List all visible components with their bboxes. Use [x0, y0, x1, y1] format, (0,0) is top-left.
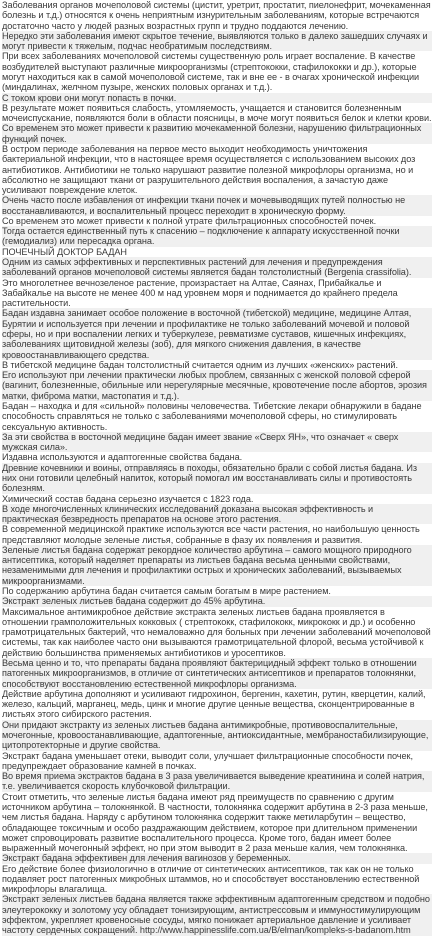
- paragraph: В остром периоде заболевания на первое место выходит необходимость уничтожения бактериальной инфекции, что в настоящее время осуществляется с использованием высоких доз антибиотиков. Антибиотики не только нарушают развитие полезной микрофлоры организма, но и абсолютно не защищают ткани от разрушительного действия воспаления, а зачастую даже усиливают повреждение клеток.: [2, 143, 416, 196]
- paragraph: При всех заболеваниях мочеполовой системы существенную роль играет воспаление. В качестве возбудителей выступают различные микроорганизмы (стрептококки, стафилококки и др.), которые могут находиться как в самой мочеполовой системе, так и вне ее - в очагах хронической инфекции (миндалинах, желчном пузыре, женских половых органах и т.д.).: [2, 51, 420, 93]
- paragraph: Одним из самых эффективных и перспективных растений для лечения и предупреждения заболеваний органов мочеполовой системы является бадан толстолистный (Bergenia crassifolia).: [2, 257, 432, 278]
- paragraph: Издавна используются и адаптогенные свойства бадана.: [2, 452, 243, 463]
- paragraph: В современной медицинской практике используются все части растения, но наибольшую ценность представляют молодые зеленые листья, собранные в фазу их появления и развития.: [2, 524, 420, 545]
- paragraph: Максимальное антимикробное действие экстракта зеленых листьев бадана проявляется в отношении грамположительных кокковых ( стрептококк, стафилококк, микрококк и др.) и особенно грамотрицательных бактерий, что немаловажно для больных при лечении заболеваний мочеполовой системы, так как наиболее часто они вызываются грамотрицательной флорой, весьма устойчивой к действию большинства применяемых антибиотиков и уросептиков.: [2, 606, 431, 658]
- paragraph: Его используют при лечении практически любых проблем, связанных с женской половой сферой (вагинит, болезненные, обильные или нерегулярные месячные, кровотечение после абортов, эрозия матки, фиброма матки, мастопатия и т.д.).: [2, 370, 432, 401]
- paragraph: Древние кочевники и воины, отправляясь в походы, обязательно брали с собой листья бадана. Из них они готовили целебный напиток, который помогал им восстанавливать силы и противостоять болезням.: [2, 463, 432, 494]
- paragraph: В ходе многочисленных клинических исследований доказана высокая эффективность и практическая безвредность препаратов на основе этого растения.: [2, 504, 432, 525]
- paragraph: Бадан – находка и для «сильной» половины человечества. Тибетские лекари обнаружили в бадане способность справляться не только с заболеваниями мочеполовой сферы, но стимулировать сексуальную активность.: [2, 400, 422, 432]
- paragraph: Химический состав бадана серьезно изучается с 1823 года.: [2, 493, 254, 504]
- paragraph: Стоит отметить, что зеленые листья бадана имеют ряд преимуществ по сравнению с другим источником арбутина – толокнянкой. В частности, толокнянка содержит арбутина в 2-3 раза меньше, чем листья бадана. Наряду с арбутином толокнянка содержит также метиларбутин – вещество, обладающее токсичным и особо раздражающим действием, которое при длительном применении может спровоцировать развитие воспалительного процесса. Кроме того, бадан имеет более выраженный мочегонный эффект, но при этом выводит в 2 раза меньше калия, чем толокнянка.: [2, 791, 428, 854]
- paragraph: Зеленые листья бадана содержат рекордное количество арбутина – самого мощного природного антисептика, который наделяет препараты из листьев бадана весьма ценными свойствами, незаменимыми для лечения и профилактики острых и хронических заболеваний, вызываемых микроорганизмами.: [2, 545, 432, 586]
- paragraph: Во время приема экстрактов бадана в 3 раза увеличивается выведение креатинина и солей натрия, т.е. увеличивается скорость клубочковой фильтрации.: [2, 771, 432, 792]
- paragraph: Тогда остается единственный путь к спасению – подключение к аппарату искусственной почки (гемодиализ) или пересадка органа.: [2, 226, 432, 247]
- paragraph: Они придают экстракту из зеленых листьев бадана антимикробные, противовоспалительные, мочегонные, кровоостанавливающие, адаптогенные, антиоксидантные, мембраностабилизирующие, цитопротекторные и другие свойства.: [2, 720, 432, 751]
- paragraph: Со временем это может привести к полной утрате фильтрационных способностей почек.: [2, 215, 377, 226]
- paragraph: В тибетской медицине бадан толстолистный считается одним из лучших «женских» растений.: [2, 359, 398, 370]
- paragraph: Его действие более физиологично в отличие от синтетических антисептиков, так как он не только подавляет рост патогенных микробных штаммов, но и способствует восстановлению естественной микрофлоры влагалища.: [2, 863, 420, 895]
- paragraph: Со временем это может привести к развитию мочекаменной болезни, нарушению фильтрационных функций почек.: [2, 123, 432, 144]
- paragraph: В результате может появиться слабость, утомляемость, учащается и становится болезненным мочеиспускание, появляются боли в области поясницы, в моче могут появиться белок и клетки крови.: [2, 102, 432, 124]
- paragraph: Экстракт зеленых листьев бадана является также эффективным адаптогенным средством и подобно элеутерококку и золотому усу обладает тонизирующим, антистрессовым и иммуностимулирующим эффектом, укрепляет кровеносные сосуды, мягко понижает артериальное давление и усиливает частоту сердечных сокращений. http://www.happinesslife.com.ua/B/elman/kompleks-s-badanom.htm: [2, 894, 432, 935]
- paragraph: ПОЧЕЧНЫЙ ДОКТОР БАДАН: [2, 246, 127, 257]
- paragraph: Экстракт бадана эффективен для лечения вагинозов у беременных.: [2, 853, 432, 863]
- paragraph: С током крови они могут попасть в почки.: [2, 93, 432, 103]
- paragraph: Действие арбутина дополняют и усиливают гидрохинон, бергенин, кахетин, рутин, кверцетин, калий, железо, кальций, марганец, медь, цинк и многие другие ценные вещества, сконцентрированные в листьях этого сибирского растения.: [2, 688, 426, 720]
- paragraph: Заболевания органов мочеполовой системы (цистит, уретрит, простатит, пиелонефрит, мочекаменная болезнь и т.д.) относятся к очень неприятным изнурительным заболеваниям, которые встречаются достаточно часто у людей разных возрастных групп и трудно поддаются лечению.: [2, 0, 431, 31]
- paragraph: Экстракт бадана уменьшает отеки, выводит соли, улучшает фильтрационные способности почек, предупреждает образование камней в почках.: [2, 750, 413, 771]
- paragraph: Это многолетнее вечнозеленое растение, произрастает на Алтае, Саянах, Прибайкалье и Забайкалье на высоте не менее 400 м над уровнем моря и поднимается до крайнего предела растительности.: [2, 277, 398, 309]
- paragraph: Нередко эти заболевания имеют скрытое течение, выявляются только в далеко зашедших случаях и могут привести к тяжелым, подчас необратимым последствиям.: [2, 31, 432, 52]
- paragraph: Экстракт зеленых листьев бадана содержит до 45% арбутина.: [2, 596, 432, 606]
- paragraph: Бадан издавна занимает особое положение в восточной (тибетской) медицине, медицине Алтая, Бурятии и используется при лечении и профилактике не только заболеваний мочевой и половой сферы, но и при воспалении легких и туберкулезе, ревматизме суставов, кишечных инфекциях, заболеваниях щитовидной железы (зоб), для мягкого снижения давления, в качестве кровоостанавливающего средства.: [2, 308, 432, 359]
- paragraph: По содержанию арбутина бадан считается самым богатым в мире растением.: [2, 586, 331, 597]
- paragraph: Очень часто после избавления от инфекции ткани почек и мочевыводящих путей полностью не восстанавливаются, и воспалительный процесс переходит в хроническую форму.: [2, 195, 432, 216]
- paragraph: Весьма ценно и то, что препараты бадана проявляют бактерицидный эффект только в отношении патогенных микроорганизмов, в отличие от синтетических антисептиков и препаратов толокнянки, способствуют восстановлению естественной микрофлоры организма.: [2, 658, 432, 689]
- paragraph: За эти свойства в восточной медицине бадан имеет звание «Сверх ЯН», что означает « сверх мужская сила».: [2, 432, 432, 453]
